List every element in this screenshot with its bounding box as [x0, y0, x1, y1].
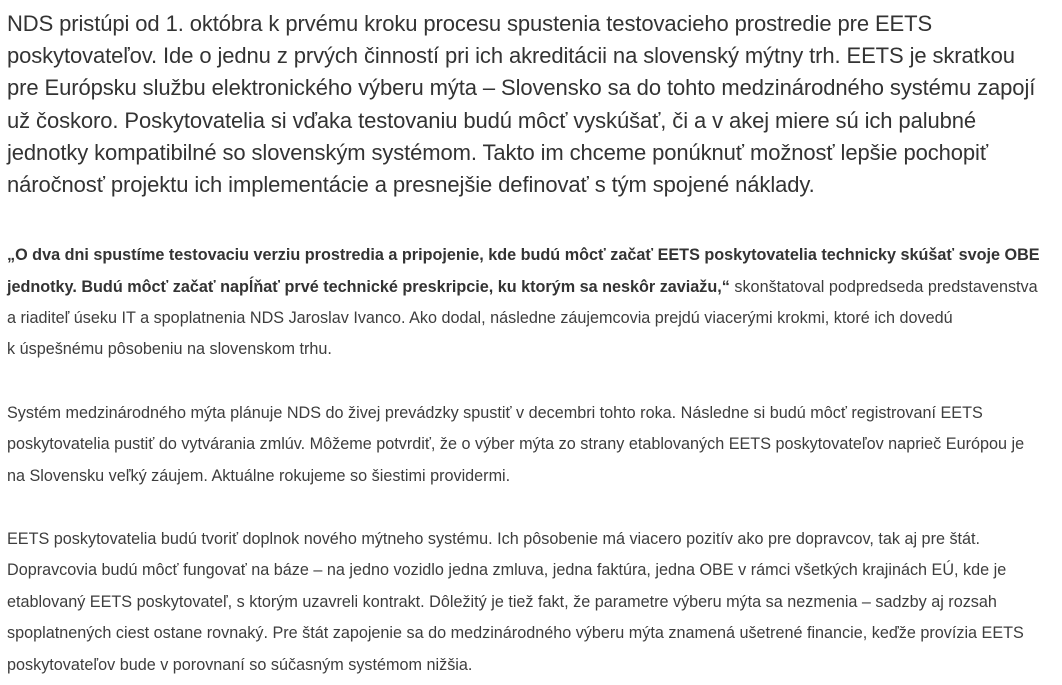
body-line: poskytovatelia pustiť do vytvárania zmlúv. Môžeme potvrdiť, že o výber mýta zo strany etablovaných EETS poskytovateľov naprieč Európou je [7, 435, 1025, 454]
lead-line: NDS pristúpi od 1. októbra k prvému kroku procesu spustenia testovacieho prostredie pre EETS [7, 11, 933, 36]
lead-paragraph [7, 0, 1054, 201]
body-paragraph-2 [7, 398, 1054, 492]
quote-line: a riaditeľ úseku IT a spoplatnenia NDS Jaroslav Ivanco. Ako dodal, následne záujemcovia prejdú viacerými krokmi, ktoré ich dovedú [7, 309, 953, 328]
body-line: Systém medzinárodného mýta plánuje NDS do živej prevádzky spustiť v decembri tohto roka. Následne si budú môcť registrovaní EETS [7, 403, 983, 422]
quote-paragraph [7, 240, 1054, 366]
quote-bold-text: jednotky. Budú môcť začať napĺňať prvé technické preskripcie, ku ktorým sa neskôr zaviažu,“ [7, 277, 730, 296]
body-line: na Slovensku veľký záujem. Aktuálne rokujeme so šiestimi providermi. [7, 466, 511, 485]
body-line: poskytovateľov bude v porovnaní so súčasným systémom nižšia. [7, 655, 473, 674]
body-paragraph-3 [7, 524, 1054, 681]
body-line: etablovaný EETS poskytovateľ, s ktorým uzavreli kontrakt. Dôležitý je tiež fakt, že parametre výberu mýta sa nezmenia – sadzby aj rozsah [7, 592, 997, 611]
lead-line: už čoskoro. Poskytovatelia si vďaka testovaniu budú môcť vyskúšať, či a v akej miere sú ich palubné [7, 107, 977, 133]
body-line: spoplatnených ciest ostane rovnaký. Pre štát zapojenie sa do medzinárodného výberu mýta znamená ušetrené financie, keďže provízia EETS [7, 624, 1024, 643]
body-line: EETS poskytovatelia budú tvoriť doplnok nového mýtneho systému. Ich pôsobenie má viacero pozitív ako pre dopravcov, tak aj pre štát. [7, 530, 981, 549]
lead-line: jednotky kompatibilné so slovenským systémom. Takto im chceme ponúknuť možnosť lepšie pochopiť [7, 139, 988, 165]
quote-line: k úspešnému pôsobeniu na slovenskom trhu. [7, 340, 332, 359]
quote-line [7, 272, 1054, 303]
quote-attribution-text: skonštatoval podpredseda predstavenstva [729, 277, 1038, 296]
body-line: Dopravcovia budú môcť fungovať na báze – na jedno vozidlo jedna zmluva, jedna faktúra, jedna OBE v rámci všetkých krajinách EÚ, kde je [7, 561, 1007, 580]
paragraph-spacer [7, 366, 1054, 398]
lead-line: poskytovateľov. Ide o jednu z prvých činností pri ich akreditácii na slovenský mýtny trh. EETS je skratkou [7, 43, 1015, 69]
lead-line: náročnosť projektu ich implementácie a presnejšie definovať s tým spojené náklady. [7, 172, 815, 198]
paragraph-spacer [7, 492, 1054, 524]
lead-line: pre Európsku službu elektronického výberu mýta – Slovensko sa do tohto medzinárodného systému zapojí [7, 75, 1036, 101]
quote-bold-text: „O dva dni spustíme testovaciu verziu prostredia a pripojenie, kde budú môcť začať EETS poskytovatelia technicky skúšať svoje OBE [7, 246, 1040, 265]
quote-line [7, 240, 1054, 271]
